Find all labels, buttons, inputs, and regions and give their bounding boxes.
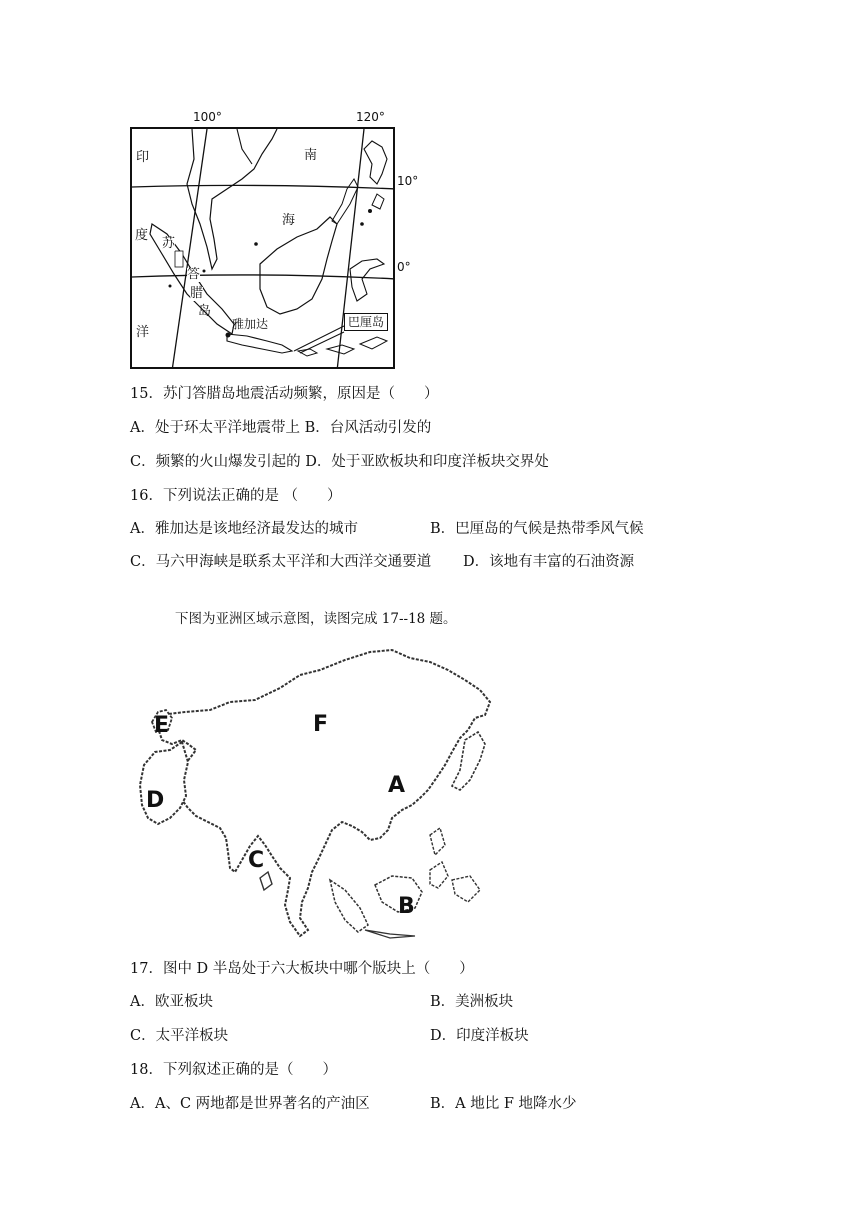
question-17-option-c: C．太平洋板块 — [130, 1028, 229, 1044]
lat-label-10: 10° — [397, 174, 419, 188]
label-bali: 巴厘岛 — [344, 313, 388, 331]
map-letter-e: E — [154, 713, 170, 738]
label-hai: 海 — [282, 213, 296, 228]
question-15-options-ab: A．处于环太平洋地震带上 B．台风活动引发的 — [130, 420, 432, 436]
question-16-option-b: B．巴厘岛的气候是热带季风气候 — [430, 521, 644, 537]
asia-map-drawing — [130, 640, 495, 940]
label-yang: 洋 — [136, 325, 150, 340]
question-15-options-cd: C．频繁的火山爆发引起的 D．处于亚欧板块和印度洋板块交界处 — [130, 454, 549, 470]
label-yin: 印 — [136, 150, 150, 165]
question-18-option-b: B．A 地比 F 地降水少 — [430, 1096, 577, 1112]
label-du: 度 — [135, 228, 149, 243]
question-16-option-a: A．雅加达是该地经济最发达的城市 — [130, 521, 358, 537]
label-nan: 南 — [304, 148, 318, 163]
question-16-option-c: C．马六甲海峡是联系太平洋和大西洋交通要道 — [130, 554, 432, 570]
asia-map — [130, 640, 495, 940]
section-intro: 下图为亚洲区域示意图，读图完成 17--18 题。 — [175, 611, 457, 627]
question-17-stem: 17．图中 D 半岛处于六大板块中哪个版块上（ ） — [130, 961, 474, 977]
lat-label-0: 0° — [397, 260, 411, 274]
label-jakarta: 雅加达 — [232, 317, 269, 331]
label-da: 答 — [187, 267, 201, 282]
map-letter-f: F — [313, 712, 329, 737]
map-letter-d: D — [146, 788, 165, 813]
question-16-option-d: D．该地有丰富的石油资源 — [463, 554, 635, 570]
map-letter-c: C — [248, 848, 265, 873]
question-15-stem: 15．苏门答腊岛地震活动频繁，原因是（ ） — [130, 386, 439, 402]
lon-label-120: 120° — [356, 110, 385, 124]
label-su: 苏 — [162, 236, 176, 251]
map-letter-a: A — [388, 773, 406, 798]
label-la: 腊 — [190, 286, 204, 301]
map-letter-b: B — [398, 894, 415, 919]
question-17-option-a: A．欧亚板块 — [130, 994, 213, 1010]
southeast-asia-map — [130, 127, 395, 369]
lon-label-100: 100° — [193, 110, 222, 124]
question-16-stem: 16．下列说法正确的是 （ ） — [130, 488, 342, 504]
question-18-option-a: A．A、C 两地都是世界著名的产油区 — [130, 1096, 370, 1112]
question-17-option-d: D．印度洋板块 — [430, 1028, 529, 1044]
question-18-stem: 18．下列叙述正确的是（ ） — [130, 1062, 337, 1078]
label-dao: 岛 — [198, 304, 212, 319]
question-17-option-b: B．美洲板块 — [430, 994, 514, 1010]
